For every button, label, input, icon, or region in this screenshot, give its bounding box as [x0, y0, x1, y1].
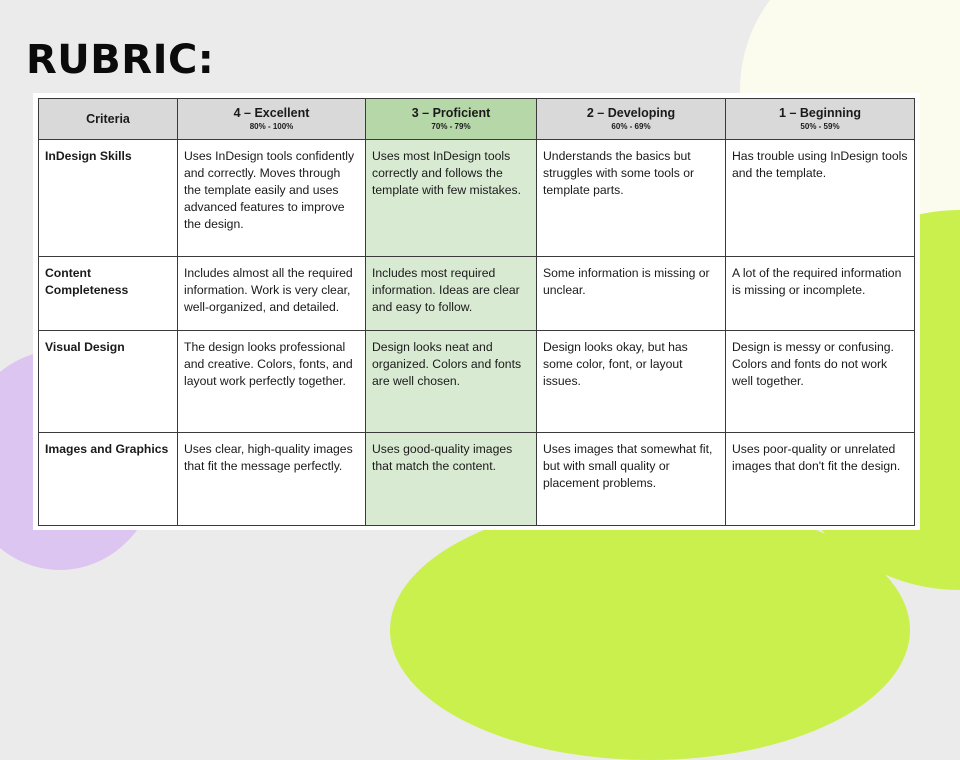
header-range: 50% - 59% [800, 121, 840, 131]
table-row [39, 140, 915, 257]
header-criteria [39, 99, 178, 140]
proficient-cell: Includes most required information. Ideas are clear and easy to follow. [366, 257, 537, 331]
header-excellent [178, 99, 366, 140]
beginning-cell: Uses poor-quality or unrelated images that don't fit the design. [726, 433, 915, 526]
proficient-cell: Design looks neat and organized. Colors and fonts are well chosen. [366, 331, 537, 433]
slide-title: RUBRIC: [26, 37, 215, 83]
header-range: 70% - 79% [431, 121, 471, 131]
excellent-cell: Includes almost all the required information. Work is very clear, well-organized, and detailed. [178, 257, 366, 331]
header-developing [537, 99, 726, 140]
header-label: 2 – Developing [586, 105, 676, 120]
developing-cell: Uses images that somewhat fit, but with small quality or placement problems. [537, 433, 726, 526]
header-label: 3 – Proficient [411, 105, 491, 120]
criteria-cell: Visual Design [39, 331, 178, 433]
beginning-cell: Has trouble using InDesign tools and the template. [726, 140, 915, 257]
header-row [39, 99, 915, 140]
decorative-circle-lime-bottom [390, 500, 910, 760]
header-beginning [726, 99, 915, 140]
developing-cell: Understands the basics but struggles with some tools or template parts. [537, 140, 726, 257]
excellent-cell: The design looks professional and creative. Colors, fonts, and layout work perfectly together. [178, 331, 366, 433]
excellent-cell: Uses InDesign tools confidently and correctly. Moves through the template easily and uses advanced features to improve the design. [178, 140, 366, 257]
header-label: 1 – Beginning [779, 105, 861, 120]
rubric-table-card [33, 93, 920, 530]
criteria-cell: InDesign Skills [39, 140, 178, 257]
header-range: 60% - 69% [611, 121, 651, 131]
criteria-cell: Content Completeness [39, 257, 178, 331]
proficient-cell: Uses most InDesign tools correctly and follows the template with few mistakes. [366, 140, 537, 257]
proficient-cell: Uses good-quality images that match the content. [366, 433, 537, 526]
beginning-cell: A lot of the required information is missing or incomplete. [726, 257, 915, 331]
excellent-cell: Uses clear, high-quality images that fit the message perfectly. [178, 433, 366, 526]
rubric-table [38, 98, 915, 526]
header-range: 80% - 100% [249, 121, 294, 131]
table-row [39, 433, 915, 526]
developing-cell: Design looks okay, but has some color, font, or layout issues. [537, 331, 726, 433]
beginning-cell: Design is messy or confusing. Colors and fonts do not work well together. [726, 331, 915, 433]
header-proficient [366, 99, 537, 140]
table-row [39, 257, 915, 331]
table-row [39, 331, 915, 433]
developing-cell: Some information is missing or unclear. [537, 257, 726, 331]
header-label: Criteria [86, 111, 130, 126]
criteria-cell: Images and Graphics [39, 433, 178, 526]
header-label: 4 – Excellent [233, 105, 310, 120]
